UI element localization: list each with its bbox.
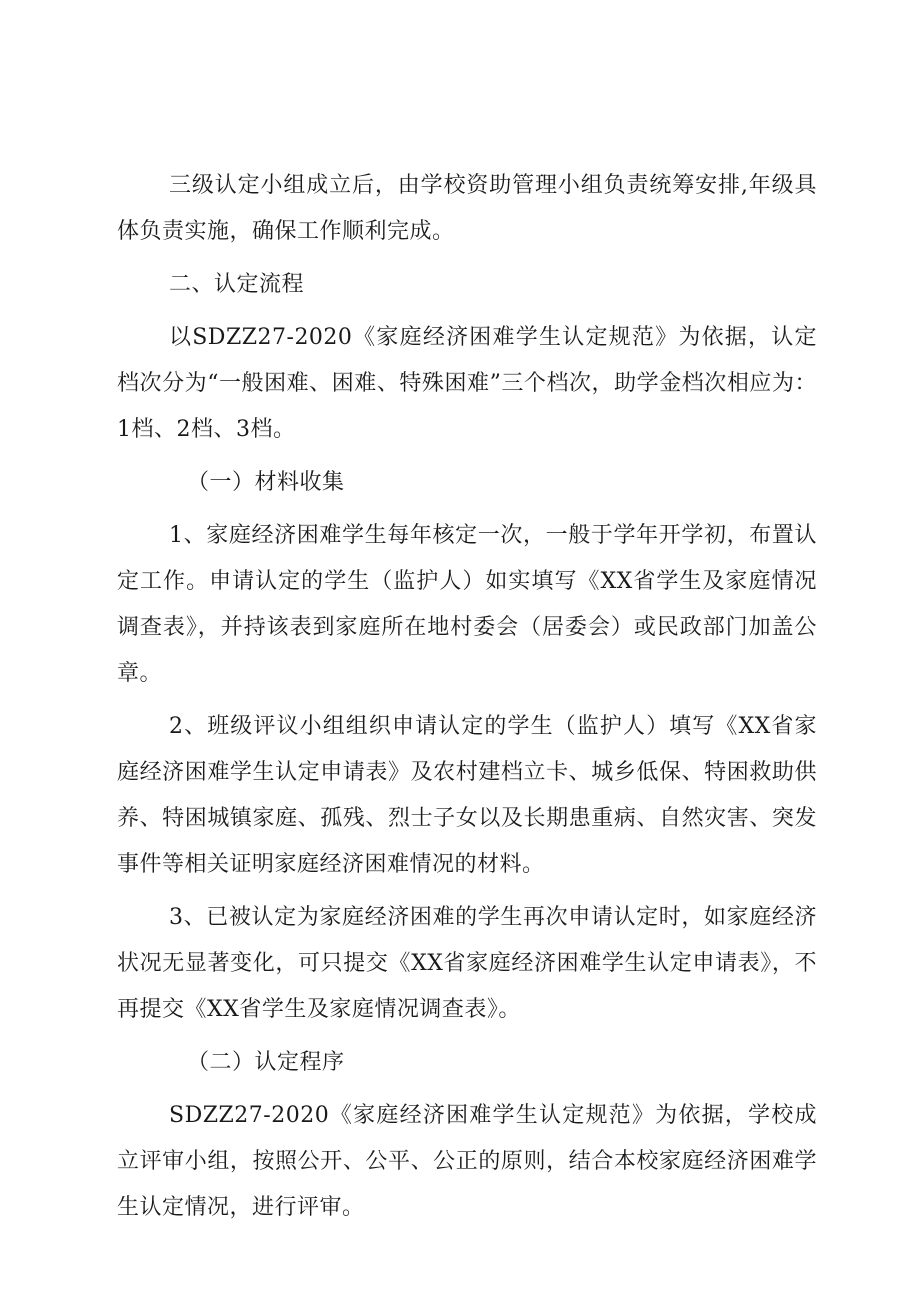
subsection-heading-materials: （一）材料收集 bbox=[187, 470, 345, 495]
paragraph-item-2: 2、班级评议小组组织申请认定的学生（监护人）填写《XX省家庭经济困难学生认定申请表》及农村建档立卡、城乡低保、特困救助供养、特困城镇家庭、孤残、烈士子女以及长期患重病、自然灾害、突发事件等相关证明家庭经济困难情况的材料。 bbox=[117, 714, 817, 877]
paragraph-procedure: SDZZ27-2020《家庭经济困难学生认定规范》为依据，学校成立评审小组，按照公开、公平、公正的原则，结合本校家庭经济困难学生认定情况，进行评审。 bbox=[117, 1103, 817, 1220]
paragraph-item-3: 3、已被认定为家庭经济困难的学生再次申请认定时，如家庭经济状况无显著变化，可只提交《XX省家庭经济困难学生认定申请表》，不再提交《XX省学生及家庭情况调查表》。 bbox=[117, 905, 817, 1022]
paragraph-basis: 以SDZZ27-2020《家庭经济困难学生认定规范》为依据，认定档次分为“一般困难、困难、特殊困难”三个档次，助学金档次相应为：1档、2档、3档。 bbox=[117, 325, 817, 442]
paragraph-intro: 三级认定小组成立后，由学校资助管理小组负责统筹安排,年级具体负责实施，确保工作顺利完成。 bbox=[117, 173, 817, 244]
section-heading-process: 二、认定流程 bbox=[169, 272, 305, 297]
paragraph-item-1: 1、家庭经济困难学生每年核定一次，一般于学年开学初，布置认定工作。申请认定的学生（监护人）如实填写《XX省学生及家庭情况调查表》，并持该表到家庭所在地村委会（居委会）或民政部门加盖公章。 bbox=[117, 523, 817, 686]
subsection-heading-procedure: （二）认定程序 bbox=[187, 1050, 345, 1075]
document-body bbox=[117, 163, 817, 1238]
